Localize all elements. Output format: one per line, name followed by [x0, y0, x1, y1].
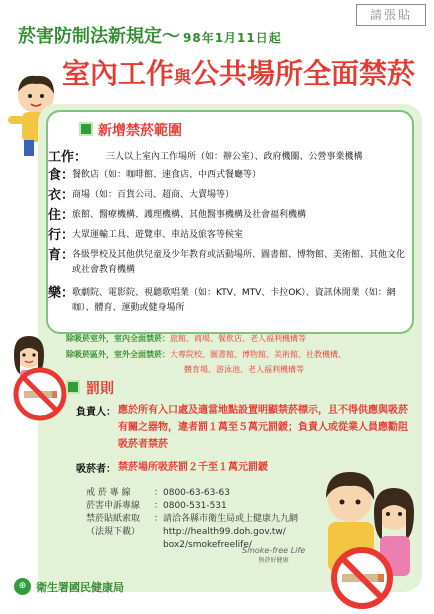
category-label: 行：: [48, 228, 75, 243]
no-smoking-icon: [12, 366, 68, 422]
category-housing: [48, 208, 410, 224]
contact-row: [86, 526, 298, 539]
contact-row: [86, 500, 298, 513]
category-text: 商場（如：百貨公司、超商、大賣場等）: [72, 190, 235, 200]
penalty-text-owner: 應於所有入口處及適當地點設置明顯禁菸標示，且不得供應與吸菸有關之器物，違者罰１萬至５萬元罰鍰；負責人或從業人員應勸阻吸菸者禁菸: [118, 405, 408, 450]
contact-value: ：0800-531-531: [154, 501, 227, 511]
contact-value: ：0800-63-63-63: [154, 488, 231, 498]
couple-illustration: [290, 460, 430, 610]
category-transport: [48, 228, 410, 244]
category-label: 衣：: [48, 188, 75, 203]
contact-key: 禁菸貼紙索取: [86, 514, 141, 524]
note-indoor: [66, 332, 306, 346]
contact-key: 菸害申訴專線: [86, 501, 141, 511]
category-label: 樂：: [48, 286, 75, 301]
category-label: 育：: [48, 248, 75, 263]
page-title: [62, 52, 422, 92]
note-outdoor: [66, 348, 346, 362]
square-bullet-icon: [79, 122, 93, 136]
contact-value: box2/smokefreelife/: [154, 540, 252, 550]
penalty-text-smoker: 禁菸場所吸菸罰２千至１萬元罰鍰: [118, 462, 268, 473]
category-label: 工作：: [48, 150, 88, 165]
logo-main-text: Smoke-free Life: [242, 546, 306, 555]
agency-name: 衛生署國民健康局: [36, 580, 124, 594]
category-clothing: [48, 188, 410, 204]
section-title-scope: 新增禁菸範圍: [98, 123, 182, 139]
category-text: 旅館、醫療機構、護理機構、其他醫事機構及社會福利機構: [72, 210, 307, 220]
section-title-penalties: 罰則: [86, 381, 114, 397]
note-value: 大專院校、圖書館、博物館、美術館、社教機構、: [170, 350, 346, 359]
agency-emblem-icon: ⊕: [14, 578, 31, 595]
contact-key: [86, 539, 154, 552]
contact-key: 戒 菸 專 線: [86, 488, 131, 498]
agency-logo: [14, 578, 124, 595]
category-text: 歌劇院、電影院、視聽歌唱業（如：KTV、MTV、卡拉OK）、資訊休閒業（如：網咖）、體育、運動或健身場所: [72, 288, 396, 313]
title-part1: 室內工作: [62, 57, 175, 90]
note-value: 旅館、商場、餐飲店、老人福利機構等: [170, 334, 306, 343]
contact-key: （法規下載）: [86, 527, 141, 537]
category-text: 大眾運輸工具、遊覽車、車站及旅客等候室: [72, 230, 244, 240]
category-text: 各級學校及其他供兒童及少年教育或活動場所、圖書館、博物館、美術館、其他文化或社會教育機構: [72, 250, 406, 275]
category-text: 三人以上室內工作場所（如：辦公室）、政府機關、公營事業機構: [106, 152, 363, 162]
category-education: [48, 248, 410, 278]
category-entertainment: [48, 286, 410, 316]
category-text: 餐飲店（如：咖啡館、速食店、中西式餐廳等）: [72, 170, 262, 180]
note-label: 除吸菸室外，室內全面禁菸：: [66, 334, 170, 343]
category-work: [48, 150, 410, 166]
contact-list: [86, 487, 298, 552]
headline-date: 98年1月11日起: [183, 31, 282, 45]
category-label: 住：: [48, 208, 75, 223]
contact-value: http://health99.doh.gov.tw/: [154, 527, 286, 537]
title-part2: 與: [174, 68, 192, 88]
penalty-label-owner: 負責人：: [76, 407, 116, 418]
square-bullet-icon: [66, 380, 80, 394]
penalty-label-smoker: 吸菸者：: [76, 464, 116, 475]
contact-value: ：請洽各縣市衛生局或上健康九九網: [154, 514, 299, 524]
category-label: 食：: [48, 168, 75, 183]
headline: [18, 22, 348, 48]
note-outdoor-continued: 體育場、游泳池、老人福利機構等: [184, 365, 304, 374]
note-label: 除吸菸區外，室外全面禁菸：: [66, 350, 170, 359]
title-part4: 全面禁菸: [303, 57, 416, 90]
logo-sub-text: 無菸好健康: [258, 557, 289, 564]
post-notice-badge: 請張貼: [356, 4, 426, 26]
contact-row: [86, 513, 298, 526]
contact-row: [86, 487, 298, 500]
headline-main: 菸害防制法新規定～: [18, 26, 180, 47]
category-food: [48, 168, 410, 184]
title-part3: 公共場所: [191, 57, 304, 90]
